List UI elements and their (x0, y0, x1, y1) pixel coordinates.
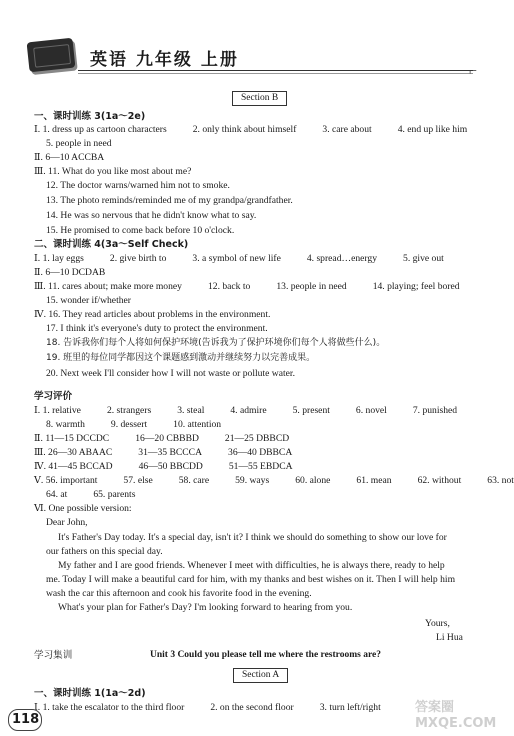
answer-line: 20. Next week I'll consider how I will not waste or pollute water. (46, 368, 295, 379)
letter-greeting: Dear John, (46, 517, 88, 528)
answer-line: Ⅳ. 41—45 BCCAD 46—50 BBCDD 51—55 EBDCA (34, 461, 293, 472)
page-number: 118 (12, 712, 40, 727)
unit-title: Unit 3 Could you please tell me where the restrooms are? (150, 650, 381, 660)
answer-line: 14. He was so nervous that he didn't know what to say. (46, 210, 257, 221)
answer-line: 18. 告诉我你们每个人将如何保护环境(告诉我为了保护环境你们每个人将做些什么)。 (46, 338, 386, 348)
answer-line: 12. The doctor warns/warned him not to smoke. (46, 180, 230, 191)
answer-line: 17. I think it's everyone's duty to protect the environment. (46, 323, 268, 334)
answer-line: 5. people in need (46, 138, 112, 149)
book-title: 英语 九年级 上册 (90, 50, 239, 70)
answer-line: Ⅱ. 6—10 ACCBA (34, 152, 105, 163)
section-heading: 学习评价 (34, 391, 73, 402)
letter-closing: Yours, (425, 618, 450, 629)
section-b-box: Section B (232, 91, 287, 106)
letter-text: It's Father's Day today. It's a special day, isn't it? I think we should do something to show our love for (58, 532, 447, 543)
answer-line: 19. 班里的每位同学都因这个课题感到激动并继续努力以完善成果。 (46, 353, 316, 363)
answer-line: Ⅳ. 16. They read articles about problems in the environment. (34, 309, 271, 320)
blackboard-icon (27, 38, 76, 73)
header-rule (78, 70, 473, 71)
answer-line: Ⅱ. 6—10 DCDAB (34, 267, 106, 278)
answer-line: Ⅰ. 1. take the escalator to the third floor 2. on the second floor 3. turn left/right (34, 702, 381, 713)
section-heading: 学习集训 (34, 650, 73, 661)
section-a-box: Section A (233, 668, 288, 683)
answer-line: Ⅱ. 11—15 DCCDC 16—20 CBBBD 21—25 DBBCD (34, 433, 290, 444)
exercise-heading: 二、课时训练 4(3a～Self Check) (34, 239, 189, 250)
page-header (0, 0, 500, 82)
exercise-heading: 一、课时训练 1(1a～2d) (34, 688, 146, 699)
header-rule-thin (78, 73, 473, 74)
answer-line: Ⅰ. 1. lay eggs 2. give birth to 3. a symbol of new life 4. spread…energy 5. give out (34, 253, 444, 264)
answer-line: 13. The photo reminds/reminded me of my grandpa/grandfather. (46, 195, 293, 206)
answer-line: Ⅲ. 26—30 ABAAC 31—35 BCCCA 36—40 DBBCA (34, 447, 293, 458)
answer-line: 15. He promised to come back before 10 o'clock. (46, 225, 235, 236)
answer-line: Ⅴ. 56. important 57. else 58. care 59. ways 60. alone 61. mean 62. without 63. not (34, 475, 514, 486)
hook-icon: ⌐ (469, 64, 477, 79)
answer-line: Ⅰ. 1. dress up as cartoon characters 2. only think about himself 3. care about 4. end up like him (34, 124, 468, 135)
letter-text: our fathers on this special day. (46, 546, 163, 557)
letter-text: wash the car this afternoon and cook his favorite food in the evening. (46, 588, 312, 599)
answer-line: Ⅰ. 1. relative 2. strangers 3. steal 4. admire 5. present 6. novel 7. punished (34, 405, 458, 416)
answer-line: Ⅲ. 11. cares about; make more money 12. back to 13. people in need 14. playing; feel bored (34, 281, 460, 292)
answer-line: Ⅲ. 11. What do you like most about me? (34, 166, 192, 177)
letter-text: My father and I are good friends. Whenever I meet with difficulties, he is always there, ready to help (58, 560, 445, 571)
answer-line: 64. at 65. parents (46, 489, 136, 500)
letter-text: me. Today I will make a beautiful card for him, with my thanks and best wishes on it. Then I will help him (46, 574, 456, 585)
answer-line: 15. wonder if/whether (46, 295, 131, 306)
answer-line: 8. warmth 9. dessert 10. attention (46, 419, 222, 430)
letter-signature: Li Hua (436, 632, 463, 643)
watermark: 答案圈 MXQE.COM (415, 700, 497, 731)
exercise-heading: 一、课时训练 3(1a～2e) (34, 111, 146, 122)
letter-text: What's your plan for Father's Day? I'm looking forward to hearing from you. (58, 602, 353, 613)
answer-line: Ⅵ. One possible version: (34, 503, 132, 514)
